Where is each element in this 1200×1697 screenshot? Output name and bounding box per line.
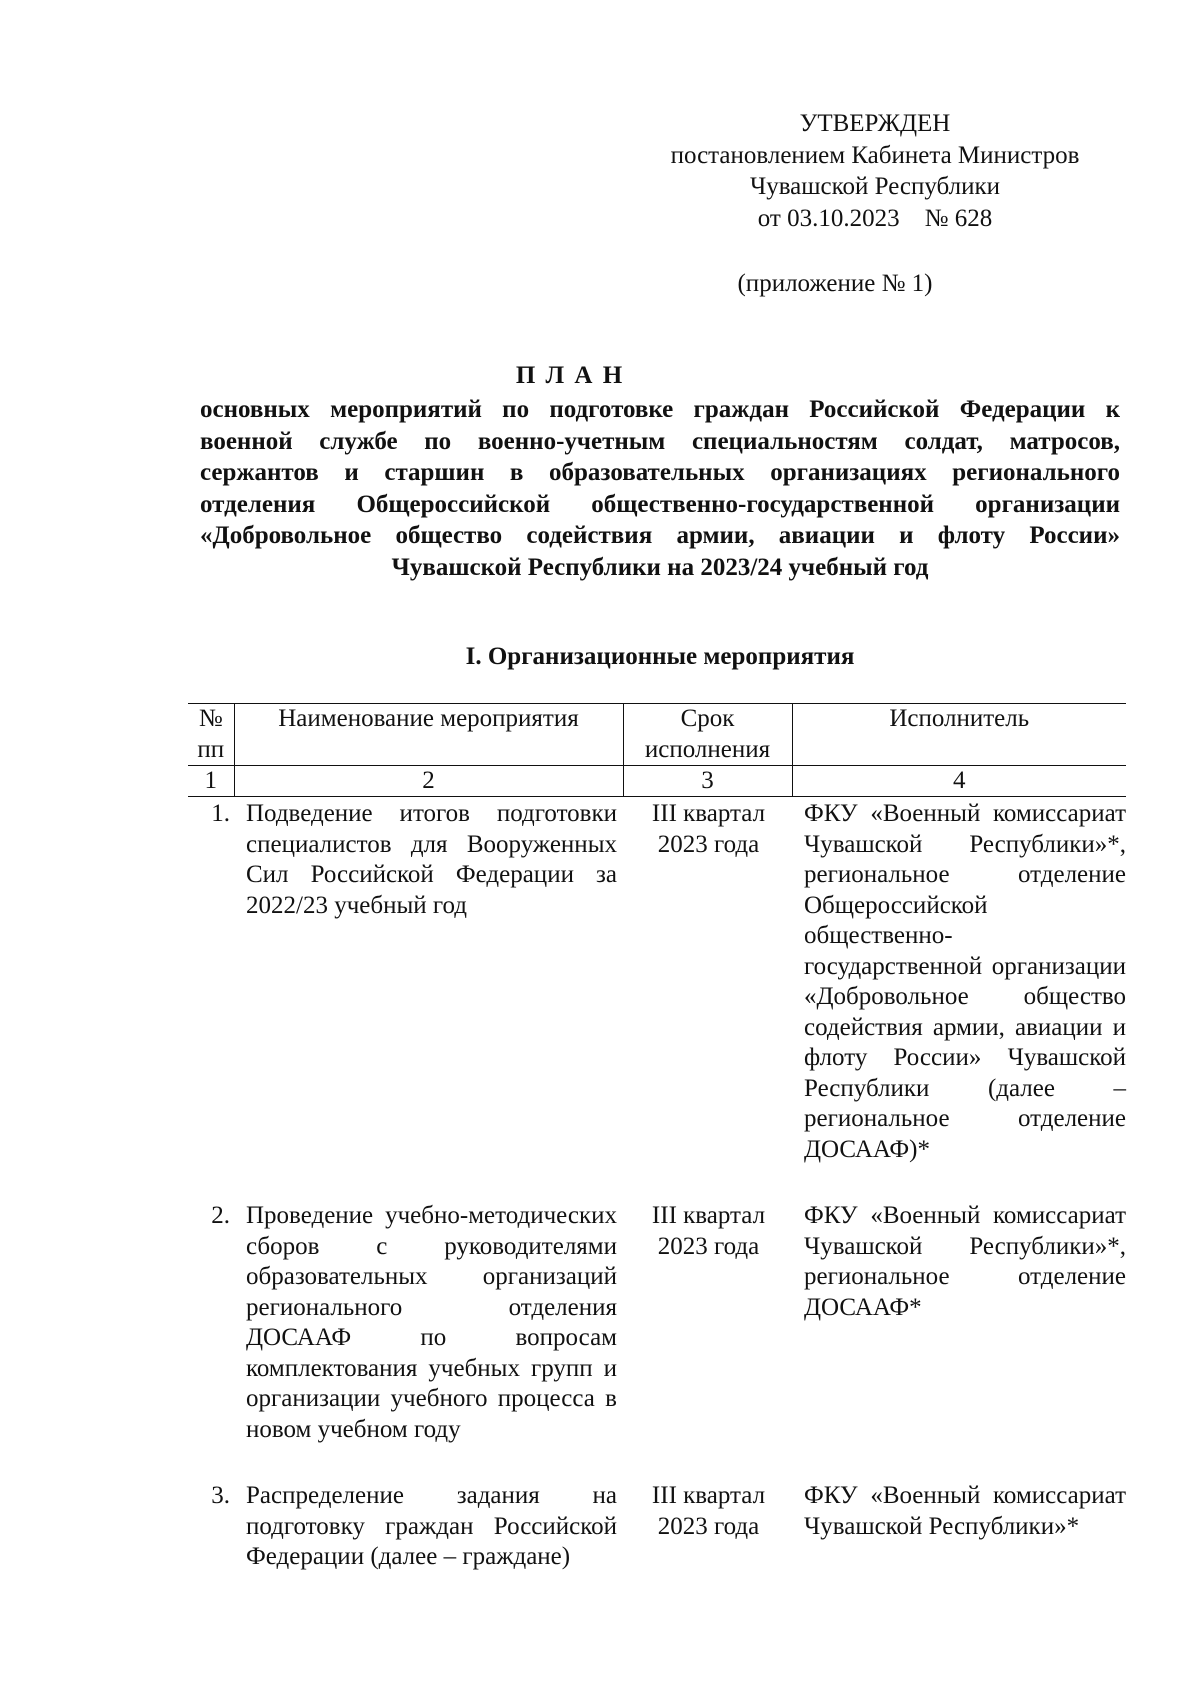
row-executor: ФКУ «Военный комиссариат Чувашской Республики»* xyxy=(804,1482,1126,1540)
approval-line-4: от 03.10.2023 № 628 xyxy=(757,204,993,232)
column-number-row xyxy=(188,766,1126,797)
plan-subtitle: основных мероприятий по подготовке граждан Российской Федерации к военной службе по военно-учетным специальностям солдат, матросов, сержантов и старшин в образовательных организациях регионального отделения Общероссийской общественно-государственной организации «Добровольное общество содействия армии, авиации и флоту России» Чувашской Республики на 2023/24 учебный год xyxy=(200,396,1120,581)
row-number: 1. xyxy=(211,800,230,827)
table-header-row xyxy=(188,704,1126,766)
approval-line-3: Чувашской Республики xyxy=(749,173,1001,200)
row-term: III квартал 2023 года xyxy=(651,1202,766,1260)
plan-table xyxy=(188,703,1126,1609)
row-activity: Проведение учебно-методических сборов с руководителями образовательных организаций регионального отделения ДОСААФ по вопросам комплектования учебных групп и организации учебного процесса в новом учебном году xyxy=(246,1202,617,1443)
column-number: 1 xyxy=(188,766,234,797)
header-name: Наименование мероприятия xyxy=(234,704,623,766)
approval-line-1: УТВЕРЖДЕН xyxy=(799,110,951,137)
table-row xyxy=(188,1201,1126,1481)
header-executor: Исполнитель xyxy=(792,704,1126,766)
plan-title: П Л А Н xyxy=(515,362,625,389)
column-number: 3 xyxy=(623,766,792,797)
row-activity: Подведение итогов подготовки специалистов для Вооруженных Сил Российской Федерации за 2022/23 учебный год xyxy=(246,800,617,919)
row-executor: ФКУ «Военный комиссариат Чувашской Республики»*, региональное отделение ДОСААФ* xyxy=(804,1202,1126,1321)
table-row xyxy=(188,1481,1126,1609)
approval-line-2: постановлением Кабинета Министров xyxy=(670,141,1080,169)
row-term: III квартал 2023 года xyxy=(651,800,766,858)
header-num: № пп xyxy=(188,704,234,766)
column-number: 2 xyxy=(234,766,623,797)
row-activity: Распределение задания на подготовку граждан Российской Федерации (далее – граждане) xyxy=(246,1482,617,1570)
appendix-note: (приложение № 1) xyxy=(737,270,933,297)
row-number: 2. xyxy=(211,1202,230,1229)
column-number: 4 xyxy=(792,766,1126,797)
header-term: Срок исполнения xyxy=(623,704,792,766)
row-number: 3. xyxy=(211,1482,230,1509)
section-title: I. Организационные мероприятия xyxy=(465,643,855,670)
row-term: III квартал 2023 года xyxy=(651,1482,766,1540)
row-executor: ФКУ «Военный комиссариат Чувашской Республики»*, региональное отделение Общероссийской общественно-государственной организации «Добровольное общество содействия армии, авиации и флоту России» Чувашской Республики (далее – региональное отделение ДОСААФ)* xyxy=(804,800,1126,1163)
table-row xyxy=(188,797,1126,1202)
approval-block xyxy=(640,108,1110,234)
